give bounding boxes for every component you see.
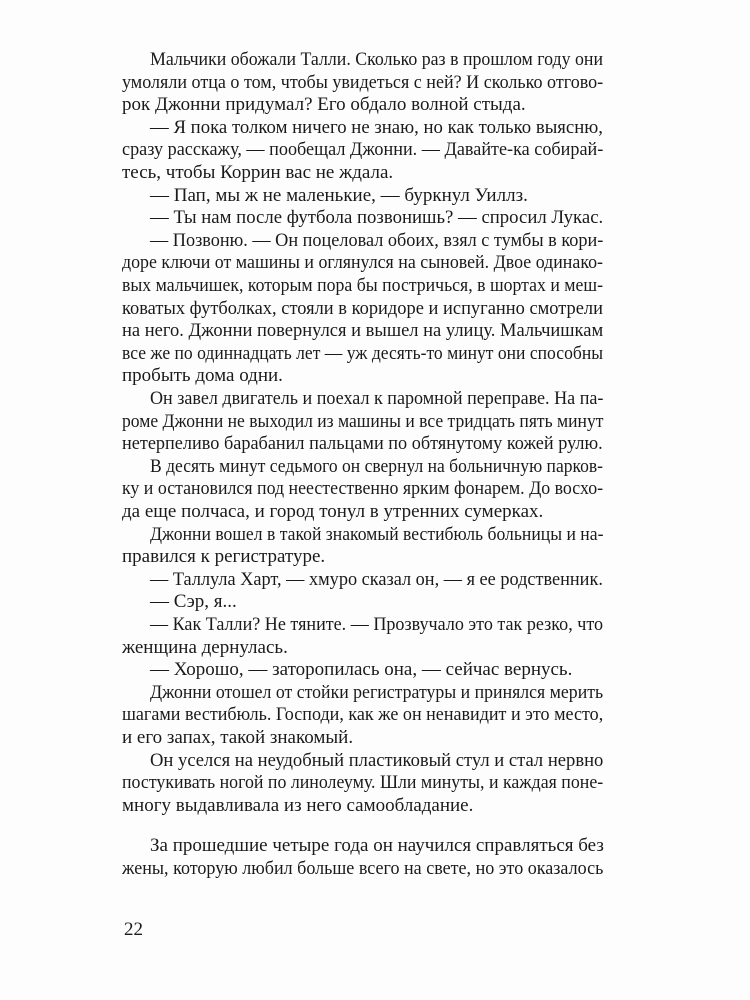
text-line: шагами вестибюль. Господи, как же он ненавидит и это место, xyxy=(122,704,604,726)
text-line: постукивать ногой по линолеуму. Шли минуты, и каждая поне- xyxy=(122,772,604,794)
page-number: 22 xyxy=(124,919,143,940)
text-line: — Как Талли? Не тяните. — Прозвучало это так резко, что xyxy=(150,614,604,635)
text-line: женщина дернулась. xyxy=(122,636,288,658)
text-line: жены, которую любил больше всего на свете, но это оказалось xyxy=(122,858,604,880)
text-line: Джонни отошел от стойки регистратуры и принялся мерить xyxy=(150,681,604,703)
text-line: — Я пока толком ничего не знаю, но как только выясню, xyxy=(150,116,603,138)
text-line: Он завел двигатель и поехал к паромной переправе. На па- xyxy=(150,388,604,409)
text-line: Мальчики обожали Талли. Сколько раз в прошлом году они xyxy=(150,49,603,70)
text-line: — Пап, мы ж не маленькие, — буркнул Уиллз. xyxy=(150,184,528,206)
text-line: роме Джонни не выходил из машины и все тридцать пять минут xyxy=(122,410,604,432)
text-line: доре ключи от машины и оглянулся на сыновей. Двое одинако- xyxy=(122,252,603,274)
text-line: За прошедшие четыре года он научился справляться без xyxy=(150,835,604,857)
text-line: — Сэр, я... xyxy=(150,591,237,613)
text-line: — Хорошо, — заторопилась она, — сейчас вернусь. xyxy=(150,659,573,681)
text-line: Он уселся на неудобный пластиковый стул и стал нервно xyxy=(150,749,604,771)
text-line: умоляли отца о том, чтобы увидеться с ней? И сколько отгово- xyxy=(122,71,604,93)
text-line: ку и остановился под неестественно ярким фонарем. До восхо- xyxy=(122,478,604,500)
text-line: да еще полчаса, и город тонул в утренних сумерках. xyxy=(122,501,544,522)
text-line: — Таллула Харт, — хмуро сказал он, — я ее родственник. xyxy=(150,568,603,590)
text-line: на него. Джонни повернулся и вышел на улицу. Мальчишкам xyxy=(122,320,604,342)
text-line: — Ты нам после футбола позвонишь? — спросил Лукас. xyxy=(150,207,604,229)
text-line: коватых футболках, стояли в коридоре и испуганно смотрели xyxy=(122,297,603,319)
text-line: — Позвоню. — Он поцеловал обоих, взял с тумбы в кори- xyxy=(150,229,604,251)
text-line: Джонни вошел в такой знакомый вестибюль больницы и на- xyxy=(150,523,604,545)
text-line: вых мальчишек, которым пора бы постричься, в шортах и меш- xyxy=(122,275,603,296)
text-line: все же по одиннадцать лет — уж десять-то минут они способны xyxy=(122,342,604,364)
text-line: и его запах, такой знакомый. xyxy=(122,727,354,748)
text-line: тесь, чтобы Коррин вас не ждала. xyxy=(122,162,394,183)
text-line: многу выдавливала из него самообладание. xyxy=(122,794,474,816)
text-line: В десять минут седьмого он свернул на больничную парков- xyxy=(150,455,603,477)
text-line: сразу расскажу, — пообещал Джонни. — Давайте-ка собирай- xyxy=(122,139,604,161)
text-line: пробыть дома одни. xyxy=(122,365,283,387)
text-line: нетерпеливо барабанил пальцами по обтянутому кожей рулю. xyxy=(122,433,603,455)
text-line: рок Джонни придумал? Его обдало волной стыда. xyxy=(122,94,526,116)
text-line: правился к регистратуре. xyxy=(122,546,326,568)
